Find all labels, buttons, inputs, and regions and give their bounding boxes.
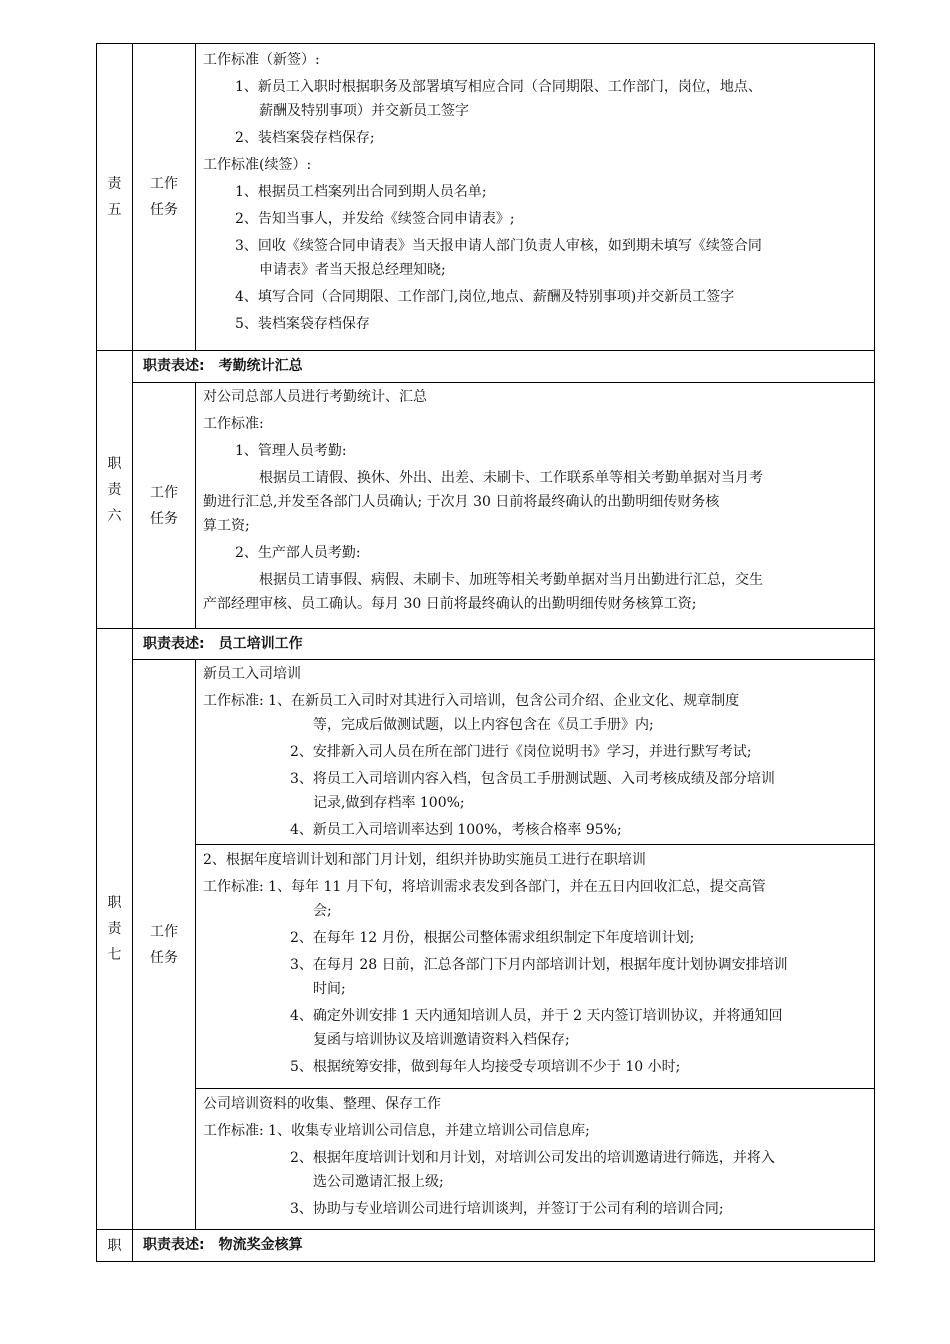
text-line: 勤进行汇总,并发至各部门人员确认; 于次月 30 日前将最终确认的出勤明细传财务核 xyxy=(203,494,720,510)
duty-7-task-row xyxy=(97,660,875,1230)
duty-8-label-char: 职 xyxy=(107,1237,122,1254)
desc-label: 职责表述: xyxy=(143,358,205,374)
duty-7-label-char: 七 xyxy=(107,947,122,963)
text-line: 记录,做到存档率 100%; xyxy=(313,795,465,811)
task-label-char: 任务 xyxy=(150,949,178,966)
task-label-char: 工作 xyxy=(150,176,178,192)
text-line: 1、新员工入职时根据职务及部署填写相应合同（合同期限、工作部门，岗位，地点、 xyxy=(235,79,762,95)
task-label-char: 任务 xyxy=(150,202,178,218)
desc-value: 员工培训工作 xyxy=(218,636,303,652)
text-line: 会; xyxy=(313,903,332,919)
text-line: 工作标准: 1、每年 11 月下旬，将培训需求表发到各部门，并在五日内回收汇总，提交高管 xyxy=(203,879,766,895)
duty-5-label xyxy=(97,44,133,351)
text-line: 4、确定外训安排 1 天内通知培训人员，并于 2 天内签订培训协议，并将通知回 xyxy=(290,1008,783,1024)
text-line: 工作标准: 1、收集专业培训公司信息，并建立培训公司信息库; xyxy=(203,1123,590,1139)
training-block-in-service xyxy=(196,844,874,1088)
text-line: 4、新员工入司培训率达到 100%，考核合格率 95%; xyxy=(290,822,622,838)
training-block-materials xyxy=(196,1088,874,1229)
text-line: 2、根据年度培训计划和部门月计划，组织并协助实施员工进行在职培训 xyxy=(203,852,646,868)
text-line: 算工资; xyxy=(203,518,250,534)
task-label xyxy=(133,44,196,351)
duty-6-task-content xyxy=(196,383,875,629)
duty-6-label xyxy=(97,351,133,629)
text-line: 1、根据员工档案列出合同到期人员名单; xyxy=(235,184,487,200)
text-line: 根据员工请事假、病假、未刷卡、加班等相关考勤单据对当月出勤进行汇总，交生 xyxy=(259,572,763,588)
desc-value: 物流奖金核算 xyxy=(218,1237,303,1253)
text-line: 公司培训资料的收集、整理、保存工作 xyxy=(203,1096,441,1112)
task-label xyxy=(133,660,196,1230)
task-label-char: 工作 xyxy=(150,484,178,501)
duty-8-desc-row xyxy=(97,1230,875,1262)
text-line: 2、安排新入司人员在所在部门进行《岗位说明书》学习，并进行默写考试; xyxy=(290,744,752,760)
duty-6-label-char: 责 xyxy=(107,481,122,498)
task-label-char: 工作 xyxy=(150,923,178,940)
training-block-new-hire xyxy=(196,660,874,844)
duty-6-description xyxy=(133,351,875,383)
desc-label: 职责表述: xyxy=(143,1237,205,1253)
duty-7-label xyxy=(97,629,133,1230)
task-label-char: 任务 xyxy=(150,510,178,527)
text-line: 新员工入司培训 xyxy=(203,666,301,682)
text-line: 工作标准: xyxy=(203,416,264,432)
text-line: 5、装档案袋存档保存 xyxy=(235,316,370,332)
text-line: 时间; xyxy=(313,981,346,997)
text-line: 工作标准(续签）: xyxy=(203,157,312,173)
duty-7-description xyxy=(133,629,875,660)
text-line: 3、将员工入司培训内容入档，包含员工手册测试题、入司考核成绩及部分培训 xyxy=(290,771,775,787)
duty-table xyxy=(96,43,875,1262)
text-line: 薪酬及特别事项）并交新员工签字 xyxy=(259,103,469,119)
duty-8-label xyxy=(97,1230,133,1262)
text-line: 根据员工请假、换休、外出、出差、未刷卡、工作联系单等相关考勤单据对当月考 xyxy=(259,470,763,486)
text-line: 5、根据统筹安排，做到每年人均接受专项培训不少于 10 小时; xyxy=(290,1059,681,1075)
text-line: 2、告知当事人，并发给《续签合同申请表》; xyxy=(235,211,515,227)
text-line: 2、在每年 12 月份，根据公司整体需求组织制定下年度培训计划; xyxy=(290,930,695,946)
text-line: 选公司邀请汇报上级; xyxy=(313,1174,444,1190)
duty-7-task-content xyxy=(196,660,875,1230)
text-line: 4、填写合同（合同期限、工作部门,岗位,地点、薪酬及特别事项)并交新员工签字 xyxy=(235,289,735,305)
duty-7-label-char: 责 xyxy=(107,921,122,937)
text-line: 申请表》者当天报总经理知晓; xyxy=(259,262,446,278)
desc-value: 考勤统计汇总 xyxy=(218,358,303,374)
text-line: 等，完成后做测试题，以上内容包含在《员工手册》内; xyxy=(313,717,654,733)
text-line: 2、根据年度培训计划和月计划，对培训公司发出的培训邀请进行筛选，并将入 xyxy=(290,1150,775,1166)
duty-6-desc-row xyxy=(97,351,875,383)
text-line: 2、生产部人员考勤: xyxy=(235,545,361,561)
text-line: 2、装档案袋存档保存; xyxy=(235,130,375,146)
text-line: 1、管理人员考勤: xyxy=(235,443,347,459)
duty-7-desc-row xyxy=(97,629,875,660)
duty-5-label-char: 责 xyxy=(107,176,122,192)
duty-6-label-char: 职 xyxy=(107,455,122,472)
text-line: 工作标准: 1、在新员工入司时对其进行入司培训，包含公司介绍、企业文化、规章制度 xyxy=(203,693,740,709)
duty-5-label-char: 五 xyxy=(107,202,122,218)
text-line: 3、协助与专业培训公司进行培训谈判，并签订于公司有利的培训合同; xyxy=(290,1201,724,1217)
text-line: 3、在每月 28 日前，汇总各部门下月内部培训计划，根据年度计划协调安排培训 xyxy=(290,957,788,973)
text-line: 工作标准（新签）: xyxy=(203,52,320,68)
duty-7-label-char: 职 xyxy=(107,895,122,911)
task-label xyxy=(133,383,196,629)
duty-5-task-content xyxy=(196,44,875,351)
text-line: 复函与培训协议及培训邀请资料入档保存; xyxy=(313,1032,570,1048)
text-line: 对公司总部人员进行考勤统计、汇总 xyxy=(203,389,427,405)
duty-5-task-row xyxy=(97,44,875,351)
duty-6-label-char: 六 xyxy=(107,507,122,524)
duty-8-description xyxy=(133,1230,875,1262)
text-line: 产部经理审核、员工确认。每月 30 日前将最终确认的出勤明细传财务核算工资; xyxy=(203,596,697,612)
text-line: 3、回收《续签合同申请表》当天报申请人部门负责人审核，如到期未填写《续签合同 xyxy=(235,238,762,254)
duty-6-task-row xyxy=(97,383,875,629)
desc-label: 职责表述: xyxy=(143,636,205,652)
